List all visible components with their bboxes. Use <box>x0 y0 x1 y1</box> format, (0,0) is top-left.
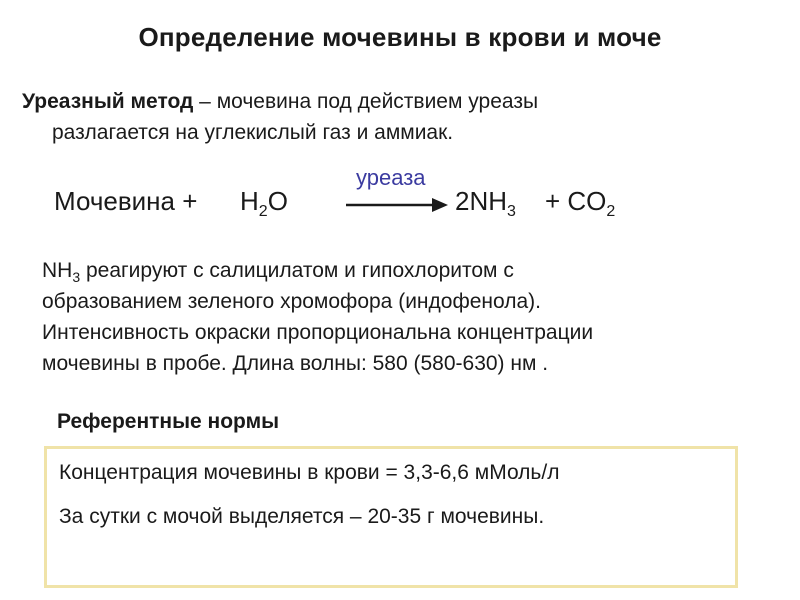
slide-title: Определение мочевины в крови и моче <box>138 22 662 52</box>
method-dash-text: – мочевина под действием уреазы <box>193 90 539 113</box>
explanation-line-1 <box>42 255 762 286</box>
enzyme-label: уреаза <box>356 165 426 190</box>
method-line-2: разлагается на углекислый газ и аммиак. <box>52 121 454 144</box>
water-h: H <box>240 186 259 216</box>
product-co2 <box>545 186 616 220</box>
explanation-line-3: Интенсивность окраски пропорциональна концентрации <box>42 321 594 344</box>
water-subscript: 2 <box>258 203 268 220</box>
method-explanation <box>42 255 762 379</box>
nh-text: NH <box>42 259 73 282</box>
reference-blood-norm: Концентрация мочевины в крови = 3,3-6,6 мМоль/л <box>59 461 560 484</box>
reference-urine-norm: За сутки с мочой выделяется – 20-35 г мочевины. <box>59 505 545 528</box>
ammonia-subscript: 3 <box>507 203 516 220</box>
co2-main: + CO <box>545 186 607 216</box>
reference-norms-box <box>44 446 738 588</box>
explanation-line-2: образованием зеленого хромофора (индофенола). <box>42 290 541 313</box>
nh-subscript: 3 <box>72 269 81 285</box>
reactant-urea: Мочевина + <box>54 186 198 216</box>
product-ammonia <box>455 186 516 220</box>
explanation-line-4: мочевины в пробе. Длина волны: 580 (580-630) нм . <box>42 352 549 375</box>
reactant-water <box>240 186 288 220</box>
method-name: Уреазный метод <box>22 90 194 113</box>
explanation-line-1-rest: реагируют с салицилатом и гипохлоритом с <box>80 259 514 282</box>
co2-subscript: 2 <box>606 203 616 220</box>
reaction-arrow-icon <box>346 196 450 214</box>
ammonia-main: 2NH <box>455 186 508 216</box>
method-description <box>22 86 722 148</box>
reference-title: Референтные нормы <box>57 410 280 433</box>
water-o: O <box>267 186 288 216</box>
